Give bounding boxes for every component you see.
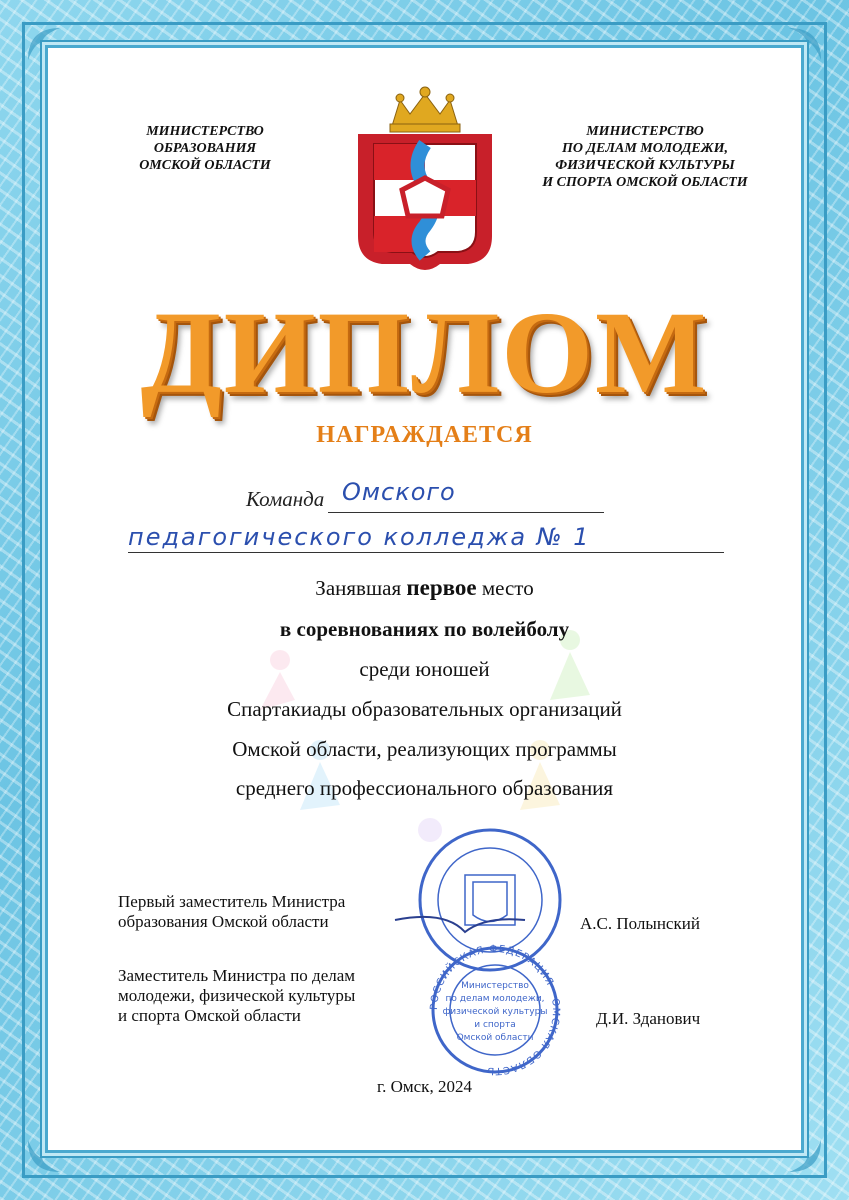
ministry-youth-sport-heading [515, 123, 775, 191]
team-name-handwritten-1: Омского [342, 478, 456, 506]
signer1-name: А.С. Полынский [580, 914, 700, 933]
signer1-title-line: Первый заместитель Министра [118, 892, 346, 911]
team-name-handwritten-2: педагогического колледжа № 1 [128, 523, 591, 551]
signer2-title [118, 966, 355, 1026]
place-word: первое [406, 575, 477, 600]
group-line: среди юношей [359, 657, 490, 681]
heading-line: ФИЗИЧЕСКОЙ КУЛЬТУРЫ [555, 158, 735, 173]
team-underline-2 [128, 552, 724, 553]
place-prefix: Занявшая [315, 576, 402, 600]
diploma-title: ДИПЛОМ [140, 287, 709, 418]
signer2-title-line: и спорта Омской области [118, 1006, 301, 1025]
signer2-name: Д.И. Зданович [596, 1009, 701, 1028]
event-line-2: Омской области, реализующих программы [232, 737, 617, 761]
stamp-center-line: Министерство [461, 981, 529, 991]
stamp-center-line: по делам молодежи, [445, 994, 545, 1004]
team-underline [328, 512, 604, 513]
heading-line: ОМСКОЙ ОБЛАСТИ [139, 158, 271, 173]
signer1-title-line: образования Омской области [118, 912, 329, 931]
stamp-center-line: Омской области [456, 1033, 534, 1043]
corner-ornament-icon [24, 24, 64, 64]
place-suffix: место [481, 576, 534, 600]
signer2-title-line: Заместитель Министра по делам [118, 966, 356, 985]
ministry-education-heading [110, 123, 300, 174]
team-label: Команда [246, 487, 325, 511]
heading-line: МИНИСТЕРСТВО [146, 124, 264, 139]
heading-line: ОБРАЗОВАНИЯ [153, 141, 257, 156]
place-date: г. Омск, 2024 [377, 1077, 472, 1096]
heading-line: МИНИСТЕРСТВО [586, 124, 704, 139]
competition-line: в соревнованиях по волейболу [279, 617, 570, 641]
coat-of-arms-icon [350, 86, 500, 276]
official-stamps-icon [385, 820, 595, 1080]
signer2-title-line: молодежи, физической культуры [118, 986, 356, 1005]
place-line [0, 575, 849, 601]
stamp-ring-text: РОССИЙСКАЯ ФЕДЕРАЦИЯ · ОМСКАЯ ОБЛАСТЬ · [428, 943, 562, 1077]
event-line-1: Спартакиады образовательных организаций [227, 697, 622, 721]
heading-line: ПО ДЕЛАМ МОЛОДЕЖИ, [561, 141, 728, 156]
event-line-3: среднего профессионального образования [235, 776, 614, 800]
corner-ornament-icon [785, 24, 825, 64]
awarded-heading: НАГРАЖДАЕТСЯ [316, 422, 533, 448]
corner-ornament-icon [785, 1136, 825, 1176]
stamp-center-line: физической культуры [442, 1007, 548, 1017]
heading-line: И СПОРТА ОМСКОЙ ОБЛАСТИ [542, 175, 748, 190]
signer1-title [118, 892, 345, 932]
corner-ornament-icon [24, 1136, 64, 1176]
stamp-center-line: и спорта [474, 1020, 516, 1030]
